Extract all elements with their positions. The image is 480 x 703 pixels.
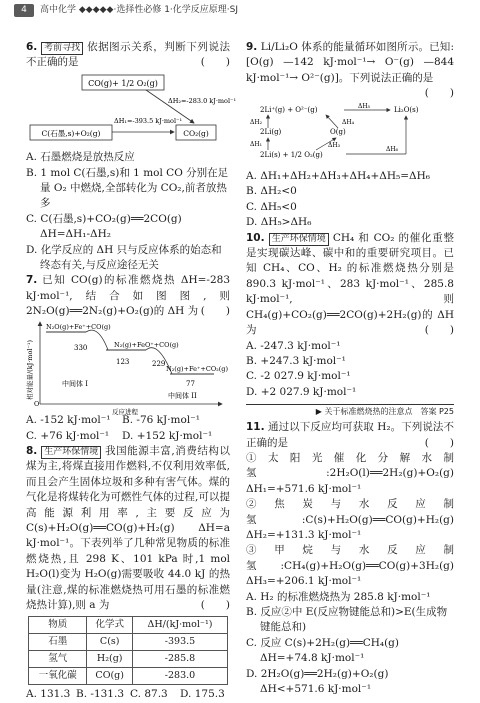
answer-bracket: ( ) bbox=[200, 305, 230, 318]
q10-option-b: B. +247.3 kJ·mol⁻¹ bbox=[246, 354, 346, 367]
gas-state-label: 2Li(g) bbox=[260, 127, 282, 136]
dh2-label: ΔH₂=-283.0 kJ·mol⁻¹ bbox=[168, 96, 237, 105]
reaction-2: ②焦炭与水反应制氢:C(s)+H₂O(g)══CO(g)+H₂(g) ΔH₂=+131.3 kJ·mol⁻¹ bbox=[246, 498, 465, 541]
ion-state-label: 2Li⁺(g) + O²⁻(g) bbox=[260, 105, 318, 114]
q8-options bbox=[26, 687, 230, 702]
dh2-label: ΔH₂ bbox=[250, 118, 262, 126]
q7-option-b: B. -76 kJ·mol⁻¹ bbox=[122, 414, 200, 427]
energy-123: 123 bbox=[116, 357, 130, 366]
energy-profile-diagram bbox=[26, 320, 230, 416]
page-header bbox=[0, 0, 480, 20]
answer-bracket: ( ) bbox=[424, 324, 454, 337]
dh1-label: ΔH₁=-393.5 kJ·mol⁻¹ bbox=[114, 116, 183, 125]
state-3-label: N₂(g)+Fe⁺+CO₂(g) bbox=[166, 364, 228, 373]
q7-options-row-1 bbox=[26, 413, 230, 428]
q11-option-c: C. 反应 C(s)+2H₂(g)══CH₄(g) ΔH=+74.8 kJ·mol⁻¹ bbox=[246, 636, 410, 665]
q10-option-c: C. -2 027.9 kJ·mol⁻¹ bbox=[246, 370, 351, 383]
question-8-stem: 8. 生产环保情境 我国能源丰富,消费结构以煤为主,将煤直接用作燃料,不仅利用效率低,而且会产生固体垃圾和多种有害气体。煤的气化是将煤转化为可燃性气体的过程,可以提高能源利用率,主要反应为 C(s)+H₂O(g)══CO(g)+H₂(g) ΔH=a kJ·mol⁻¹。下表列举了几种常见物质的标准燃烧热,且 298 K、101 kPa 时,1 mol H₂O(l)变为 H₂O(g)需要吸收 44.0 kJ 的热量(注意,煤的标准燃烧热可用石墨的标准燃烧热计算),则 a 为 ( ) bbox=[26, 444, 230, 613]
q11-option-d: D. 2H₂O(g)══2H₂(g)+O₂(g) ΔH<+571.6 kJ·mol⁻¹ bbox=[246, 667, 399, 696]
answer-bracket: ( ) bbox=[200, 598, 230, 611]
reaction-1: ①太阳光催化分解水制氢:2H₂O(l)══2H₂(g)+O₂(g) ΔH₁=+571.6 kJ·mol⁻¹ bbox=[246, 451, 465, 495]
answer-bracket: ( ) bbox=[200, 56, 230, 69]
answer-bracket: ( ) bbox=[424, 87, 454, 100]
question-11-stem: 11. 通过以下反应均可获取 H₂。下列说法不正确的是 ( ) bbox=[246, 420, 454, 451]
q8-option-b: B. -131.3 bbox=[76, 688, 124, 701]
q9-option-c: C. ΔH₅<0 bbox=[246, 200, 297, 213]
combustion-heat-table bbox=[28, 616, 228, 685]
dh3-label: ΔH₃ bbox=[328, 141, 340, 149]
question-tag: 生产环保情境 bbox=[269, 233, 329, 246]
q10-option-a: A. -247.3 kJ·mol⁻¹ bbox=[246, 339, 341, 352]
y-axis-label: 相对能量/(kJ·mol⁻¹) bbox=[26, 339, 34, 400]
q7-options-row-2 bbox=[26, 429, 230, 444]
q6-option-c: C. C(石墨,s)+CO₂(g)══2CO(g) ΔH=ΔH₁-ΔH₂ bbox=[26, 212, 193, 241]
table-row: 一氧化碳 CO(g) -283.0 bbox=[29, 668, 228, 685]
q6-option-a: A. 石墨燃烧是放热反应 bbox=[26, 151, 135, 164]
q9-option-d: D. ΔH₅>ΔH₆ bbox=[246, 216, 312, 229]
li2o-label: Li₂O(s) bbox=[394, 105, 419, 114]
q9-option-b: B. ΔH₂<0 bbox=[246, 185, 297, 198]
q6-option-d: D. 化学反应的 ΔH 只与反应体系的始态和终态有关,与反应途径无关 bbox=[26, 243, 222, 272]
right-column bbox=[246, 40, 465, 697]
q11-option-a: A. H₂ 的标准燃烧热为 285.8 kJ·mol⁻¹ bbox=[246, 590, 431, 603]
answer-bracket: ( ) bbox=[424, 436, 454, 449]
q7-option-c: C. +76 kJ·mol⁻¹ bbox=[26, 429, 110, 442]
table-row: 氢气 H₂(g) -285.8 bbox=[29, 651, 228, 668]
q11-option-b: B. 反应②中 E(反应物键能总和)>E(生成物键能总和) bbox=[246, 606, 448, 634]
energy-77: 77 bbox=[186, 379, 195, 388]
intermediate-2-label: 中间体 II bbox=[168, 391, 197, 400]
dh1-label: ΔH₁ bbox=[250, 140, 262, 148]
dh5-label: ΔH₅ bbox=[358, 102, 370, 110]
q7-option-d: D. +152 kJ·mol⁻¹ bbox=[122, 429, 213, 442]
solid-state-label: 2Li(s) + 1/2 O₂(g) bbox=[260, 150, 323, 159]
running-title: 高中化学 ◆◆◆◆◆·选择性必修 1·化学反应原理·SJ bbox=[40, 5, 239, 15]
co-state-label: CO(g)+ 1/2 O₂(g) bbox=[88, 78, 158, 88]
q8-option-d: D. 175.3 bbox=[180, 688, 225, 701]
q8-option-c: C. 87.3 bbox=[130, 688, 168, 701]
left-column bbox=[26, 40, 237, 703]
q8-option-a: A. 131.3 bbox=[26, 688, 71, 701]
question-6-stem: 6. 考前寻找 依据图示关系，判断下列说法不正确的是 ( ) bbox=[26, 40, 230, 71]
table-row: 石墨 C(s) -393.5 bbox=[29, 634, 228, 651]
q7-option-a: A. -152 kJ·mol⁻¹ bbox=[26, 414, 111, 427]
energy-229: 229 bbox=[152, 359, 166, 368]
table-header-row: 物质 化学式 ΔH/(kJ·mol⁻¹) bbox=[29, 617, 228, 634]
born-haber-cycle-diagram bbox=[246, 102, 454, 164]
co2-state-label: CO₂(g) bbox=[183, 128, 209, 138]
page-number: 4 bbox=[14, 4, 34, 17]
q6-option-b: B. 1 mol C(石墨,s)和 1 mol CO 分别在足量 O₂ 中燃烧,全部转化为 CO₂,前者放热多 bbox=[26, 166, 229, 210]
o-gas-label: O(g) bbox=[330, 127, 346, 136]
graphite-state-label: C(石墨,s)+O₂(g) bbox=[41, 128, 101, 138]
question-tag: 考前寻找 bbox=[41, 42, 83, 55]
energy-330: 330 bbox=[74, 343, 88, 352]
question-10-stem: 10. 生产环保情境 CH₄ 和 CO₂ 的催化重整是实现碳达峰、碳中和的重要研究项目。已知 CH₄、CO、H₂ 的标准燃烧热分别是 890.3 kJ·mol⁻¹、283 kJ·mol⁻¹、285.8 kJ·mol⁻¹,则 CH₄(g)+CO₂(g)══2CO(g)+2H₂(g)的 ΔH 为 ( ) bbox=[246, 231, 454, 339]
dh6-label: ΔH₆ bbox=[386, 145, 398, 153]
q9-option-a: A. ΔH₁+ΔH₂+ΔH₃+ΔH₄+ΔH₅=ΔH₆ bbox=[246, 170, 430, 183]
question-tag: 生产环保情境 bbox=[41, 446, 101, 459]
origin-label: O bbox=[34, 399, 40, 408]
question-7-stem: 7. 已知 CO(g)的标准燃烧热 ΔH=-283 kJ·mol⁻¹,结合如图图,则 2N₂O(g)══2N₂(g)+O₂(g)的 ΔH 为 ( ) bbox=[26, 273, 230, 319]
dh4-label: ΔH₄ bbox=[342, 118, 354, 126]
q10-option-d: D. +2 027.9 kJ·mol⁻¹ bbox=[246, 385, 357, 398]
question-9-stem: 9. Li/Li₂O 体系的能量循环如图所示。已知: [O(g) —142 kJ·mol⁻¹→ O⁻(g) —844 kJ·mol⁻¹→ O²⁻(g)]。下列说法正确的是 ( ) bbox=[246, 40, 454, 86]
section-banner: ▶ 关于标准燃烧热的注意点 答案 P25 bbox=[246, 404, 454, 418]
state-1-label: N₂O(g)+Fe⁺+CO(g) bbox=[46, 322, 111, 331]
state-2-label: N₂(g)+FeO⁺+CO(g) bbox=[114, 340, 179, 349]
enthalpy-cycle-diagram bbox=[26, 71, 237, 145]
intermediate-1-label: 中间体 I bbox=[62, 379, 88, 388]
reaction-3: ③甲烷与水反应制氢:CH₄(g)+H₂O(g)══CO(g)+3H₂(g) ΔH₃=+206.1 kJ·mol⁻¹ bbox=[246, 544, 465, 588]
x-axis-label: 反应进程 bbox=[112, 407, 138, 416]
